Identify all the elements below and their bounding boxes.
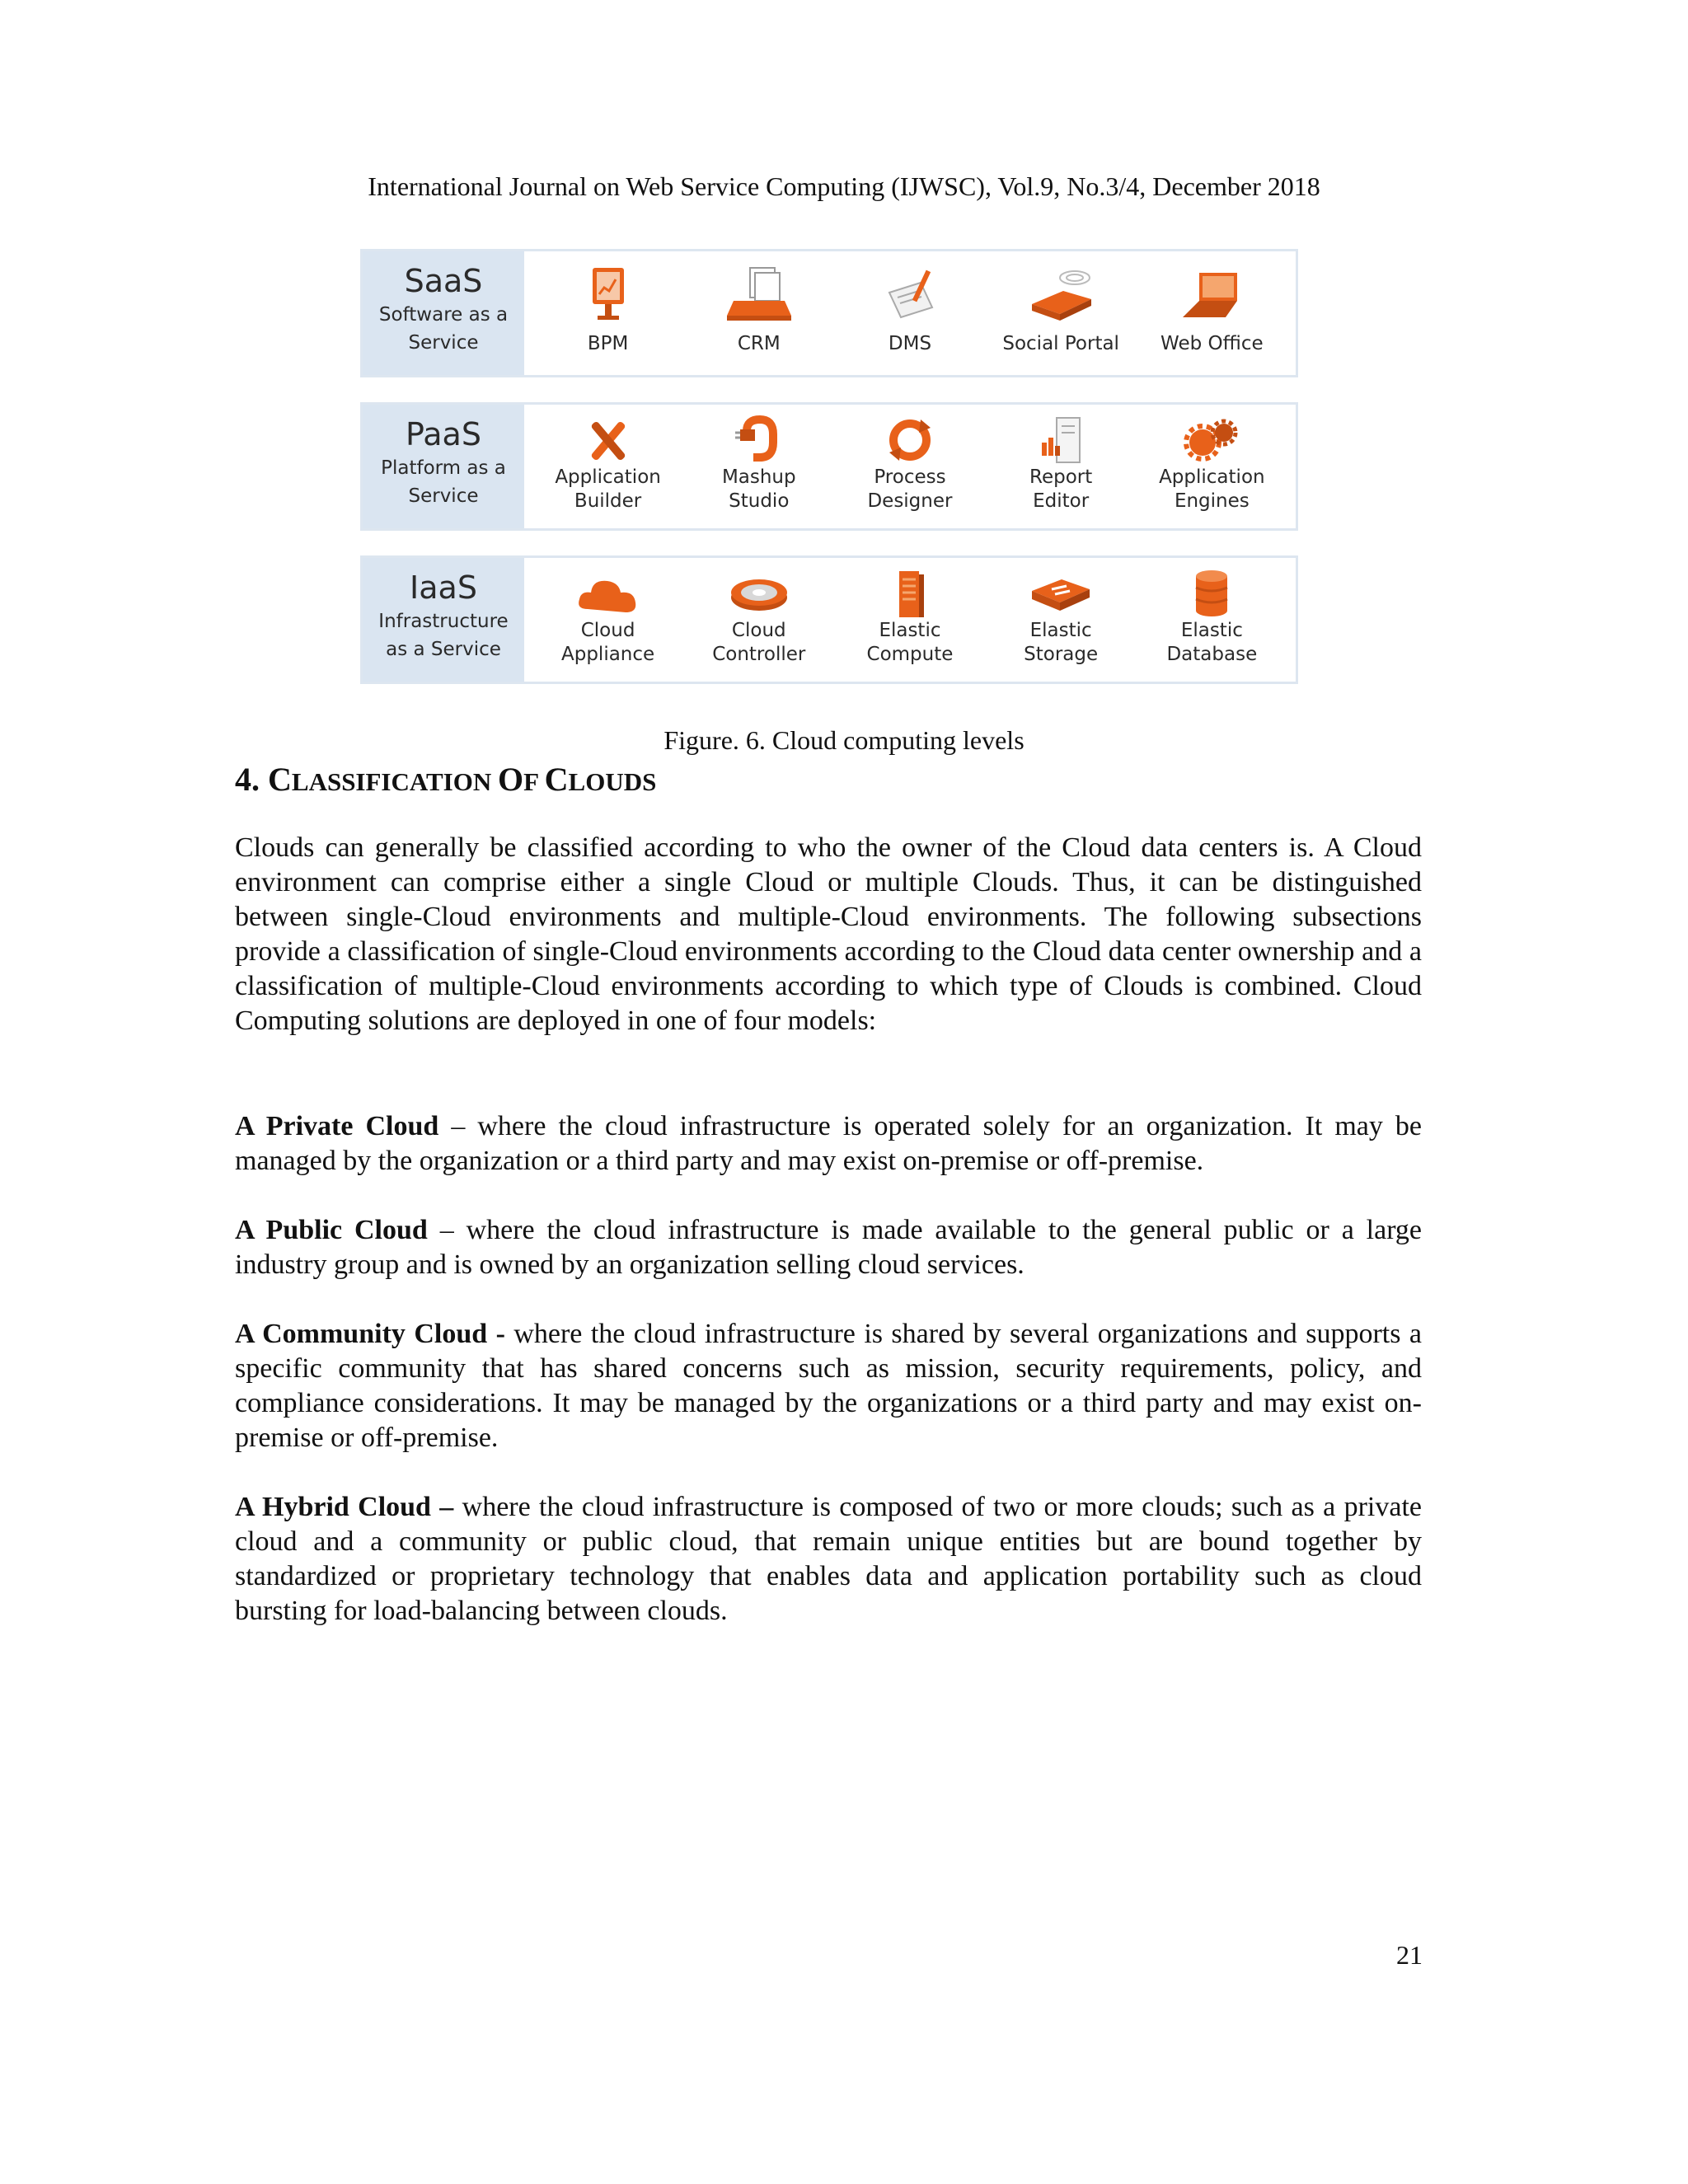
report-chart-icon — [1024, 415, 1098, 466]
item-elastic-database: Elastic Database — [1137, 558, 1286, 682]
item-application-builder: Application Builder — [534, 405, 682, 528]
band-label — [363, 558, 524, 682]
wrench-screwdriver-icon — [571, 415, 645, 466]
paragraph-private-cloud: A Private Cloud – where the cloud infrastructure is operated solely for an organization. It may be managed by the organization or a third party and may exist on-premise or off-premise. — [235, 1111, 1422, 1176]
wireless-router-icon — [1024, 261, 1098, 332]
cloud-icon — [571, 568, 645, 619]
monitor-chart-icon — [571, 261, 645, 332]
plug-icon — [722, 415, 796, 466]
band-label — [363, 405, 524, 528]
band-paas — [360, 402, 1298, 531]
item-web-office: Web Office — [1137, 251, 1286, 375]
laptop-icon — [1175, 261, 1249, 332]
item-report-editor: Report Editor — [987, 405, 1135, 528]
gears-icon — [1175, 415, 1249, 466]
band-full-name: Infrastructure as a Service — [378, 611, 509, 660]
band-abbr: PaaS — [406, 416, 481, 452]
band-items — [524, 251, 1296, 375]
item-application-engines: Application Engines — [1137, 405, 1286, 528]
band-items — [524, 405, 1296, 528]
item-mashup-studio: Mashup Studio — [685, 405, 833, 528]
server-tower-icon — [873, 568, 947, 619]
disc-controller-icon — [722, 568, 796, 619]
figure-caption: Figure. 6. Cloud computing levels — [663, 725, 1025, 755]
item-cloud-appliance: Cloud Appliance — [534, 558, 682, 682]
document-pen-icon — [873, 261, 947, 332]
item-crm: CRM — [685, 251, 833, 375]
running-header: International Journal on Web Service Computing (IJWSC), Vol.9, No.3/4, December 2018 — [368, 171, 1320, 201]
band-items — [524, 558, 1296, 682]
keyboard-documents-icon — [722, 261, 796, 332]
paragraph-community-cloud: A Community Cloud - where the cloud infrastructure is shared by several organizations and supports a specific community that has shared concerns such as mission, security requirements, policy, and compliance considerations. It may be managed by the organizations or a third party and may exist on-premise or off-premise. — [235, 1319, 1422, 1453]
band-abbr: SaaS — [404, 263, 483, 299]
band-iaas — [360, 555, 1298, 684]
cloud-levels-figure — [360, 249, 1298, 709]
band-saas — [360, 249, 1298, 377]
item-social-portal: Social Portal — [987, 251, 1135, 375]
refresh-cycle-icon — [873, 415, 947, 466]
band-label — [363, 251, 524, 375]
database-icon — [1175, 568, 1249, 619]
band-abbr: IaaS — [410, 569, 477, 606]
band-full-name: Platform as a Service — [381, 457, 506, 507]
item-process-designer: Process Designer — [836, 405, 984, 528]
band-full-name: Software as a Service — [378, 304, 509, 354]
item-dms: DMS — [836, 251, 984, 375]
paragraph-hybrid-cloud: A Hybrid Cloud – where the cloud infrastructure is composed of two or more clouds; such as a private cloud and a community or public cloud, that remain unique entities but are bound together by standardized or proprietary technology that enables data and application portability such as cloud bursting for load-balancing between clouds. — [235, 1492, 1422, 1626]
item-elastic-compute: Elastic Compute — [836, 558, 984, 682]
paragraph-public-cloud: A Public Cloud – where the cloud infrastructure is made available to the general public or a large industry group and is owned by an organization selling cloud services. — [235, 1215, 1422, 1280]
item-cloud-controller: Cloud Controller — [685, 558, 833, 682]
network-switch-icon — [1024, 568, 1098, 619]
page-number: 21 — [1396, 1940, 1423, 1970]
paragraph-intro: Clouds can generally be classified according to who the owner of the Cloud data centers is. A Cloud environment can comprise either a single Cloud or multiple Clouds. Thus, it can be distinguished between single-Cloud environments and multiple-Cloud environments. The following subsections provide a classification of single-Cloud environments according to the Cloud data center ownership and a classification of multiple-Cloud environments according to which type of Clouds is combined. Cloud Computing solutions are deployed in one of four models: — [235, 832, 1422, 1036]
item-bpm: BPM — [534, 251, 682, 375]
item-elastic-storage: Elastic Storage — [987, 558, 1135, 682]
section-heading: 4. CLASSIFICATION OF CLOUDS — [235, 761, 657, 798]
